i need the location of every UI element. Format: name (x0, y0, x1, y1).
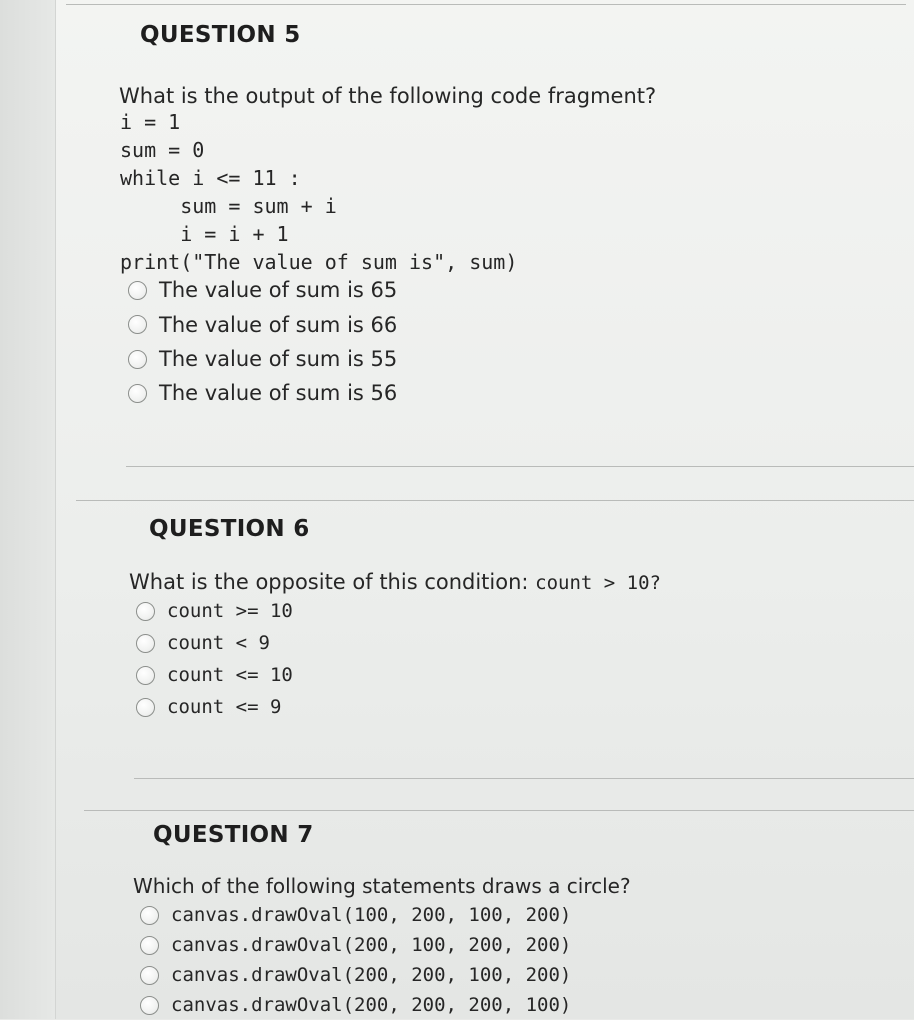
question-6-options (136, 595, 293, 723)
question-6-bottom-line (134, 778, 914, 779)
option-label: count <= 9 (167, 696, 282, 718)
quiz-page (55, 0, 914, 1019)
option-label: canvas.drawOval(100, 200, 100, 200) (171, 904, 572, 926)
question-7-option-3[interactable] (140, 960, 571, 990)
question-6-option-1[interactable] (136, 595, 293, 627)
question-5-bottom-line (126, 466, 914, 467)
question-6-option-2[interactable] (136, 627, 293, 659)
question-6-option-4[interactable] (136, 691, 293, 723)
question-5-option-2[interactable] (128, 307, 397, 342)
option-label: canvas.drawOval(200, 100, 200, 200) (171, 934, 572, 956)
question-6-prompt-code: count > 10? (535, 572, 662, 594)
option-label: count >= 10 (167, 600, 293, 622)
question-5-title: QUESTION 5 (140, 22, 301, 48)
question-7-option-2[interactable] (140, 930, 571, 960)
option-label: The value of sum is 56 (159, 381, 398, 405)
option-label: The value of sum is 55 (159, 347, 398, 371)
question-7-title: QUESTION 7 (153, 822, 314, 848)
question-7-option-4[interactable] (140, 990, 571, 1020)
left-margin (0, 0, 55, 1019)
question-6-prompt-text: What is the opposite of this condition: (129, 570, 529, 594)
radio-button-icon[interactable] (136, 698, 155, 717)
question-7-prompt: Which of the following statements draws a circle? (133, 874, 631, 898)
radio-button-icon[interactable] (140, 906, 159, 925)
option-label: The value of sum is 66 (159, 312, 398, 337)
option-label: count < 9 (167, 632, 270, 654)
question-6-option-3[interactable] (136, 659, 293, 691)
option-label: canvas.drawOval(200, 200, 200, 100) (171, 994, 572, 1016)
option-label: canvas.drawOval(200, 200, 100, 200) (171, 964, 572, 986)
option-label: count <= 10 (167, 664, 293, 686)
radio-button-icon[interactable] (128, 350, 147, 369)
radio-button-icon[interactable] (136, 666, 155, 685)
question-5-prompt: What is the output of the following code fragment? (119, 84, 657, 108)
radio-button-icon[interactable] (140, 996, 159, 1015)
radio-button-icon[interactable] (136, 634, 155, 653)
question-7-option-1[interactable] (140, 900, 571, 930)
radio-button-icon[interactable] (136, 602, 155, 621)
radio-button-icon[interactable] (128, 315, 147, 334)
question-6-prompt (129, 570, 661, 594)
radio-button-icon[interactable] (140, 966, 159, 985)
top-divider (66, 4, 906, 5)
question-5-option-4[interactable] (128, 376, 397, 410)
question-7-options (140, 900, 571, 1020)
question-5-option-1[interactable] (128, 273, 397, 307)
radio-button-icon[interactable] (140, 936, 159, 955)
question-divider (84, 810, 914, 811)
radio-button-icon[interactable] (128, 384, 147, 403)
question-5-code: i = 1 sum = 0 while i <= 11 : sum = sum + i i = i + 1 print("The value of sum is", sum) (120, 110, 518, 274)
question-5-option-3[interactable] (128, 342, 397, 376)
option-label: The value of sum is 65 (159, 278, 398, 302)
question-6-title: QUESTION 6 (149, 516, 310, 542)
question-5-options (128, 273, 397, 410)
radio-button-icon[interactable] (128, 281, 147, 300)
question-divider (76, 500, 914, 501)
